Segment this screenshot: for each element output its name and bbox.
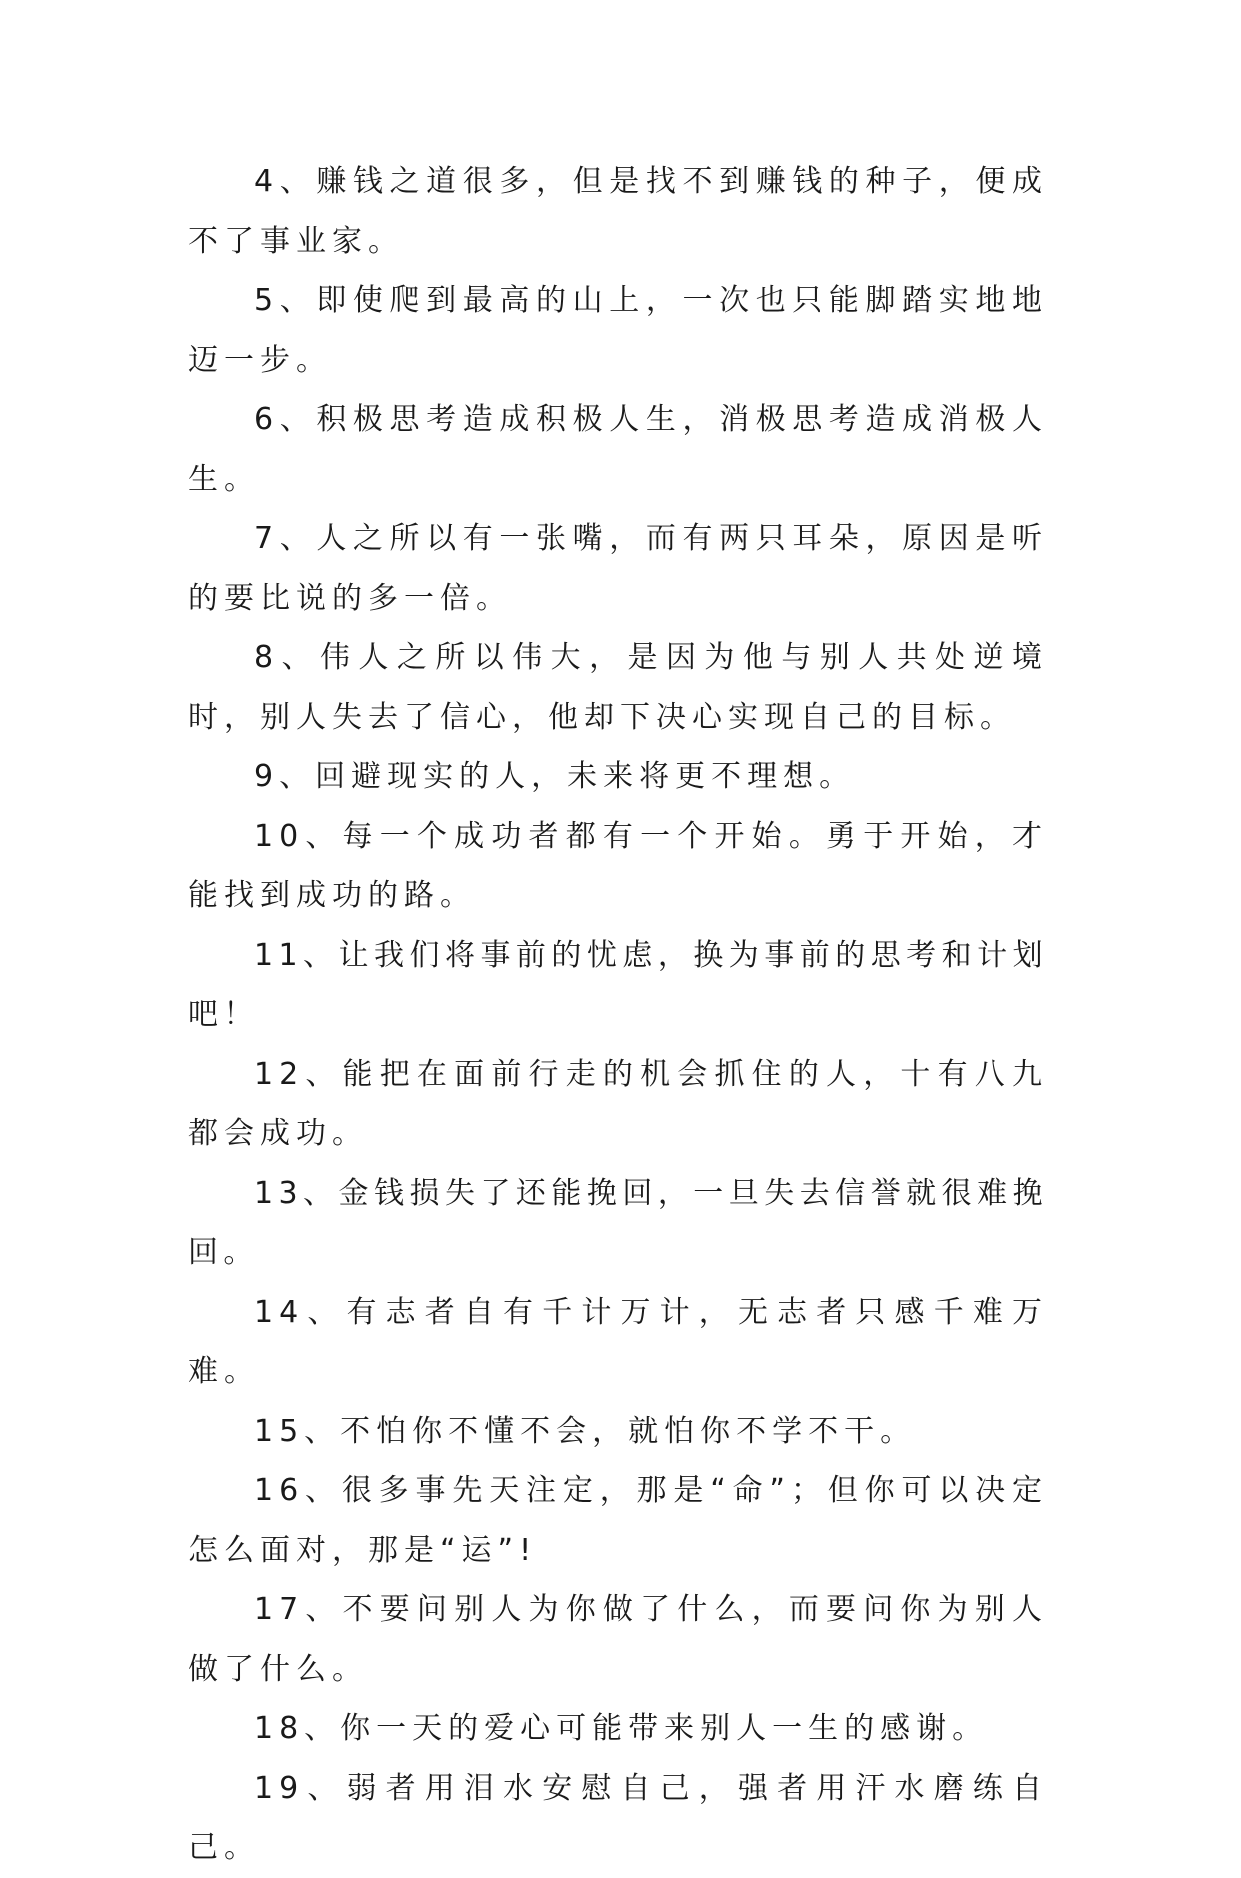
paragraph-13: 13、金钱损失了还能挽回，一旦失去信誉就很难挽回。 [188, 1175, 1048, 1270]
paragraph-16: 16、很多事先天注定，那是“命”；但你可以决定怎么面对，那是“运”! [188, 1473, 1048, 1568]
paragraph-18: 18、你一天的爱心可能带来别人一生的感谢。 [254, 1711, 989, 1746]
document-body [188, 152, 1048, 1878]
paragraph-7: 7、人之所以有一张嘴，而有两只耳朵，原因是听的要比说的多一倍。 [188, 521, 1048, 616]
paragraph-6: 6、积极思考造成积极人生，消极思考造成消极人生。 [188, 402, 1048, 497]
paragraph-19: 19、弱者用泪水安慰自己，强者用汗水磨练自己。 [188, 1770, 1048, 1865]
paragraph-9: 9、回避现实的人，未来将更不理想。 [254, 759, 856, 794]
paragraph-14: 14、有志者自有千计万计，无志者只感千难万难。 [188, 1294, 1048, 1389]
paragraph-12: 12、能把在面前行走的机会抓住的人，十有八九都会成功。 [188, 1056, 1048, 1151]
paragraph-17: 17、不要问别人为你做了什么，而要问你为别人做了什么。 [188, 1592, 1048, 1687]
paragraph-5: 5、即使爬到最高的山上，一次也只能脚踏实地地迈一步。 [188, 283, 1048, 378]
paragraph-15: 15、不怕你不懂不会，就怕你不学不干。 [254, 1413, 917, 1449]
paragraph-8: 8、伟人之所以伟大，是因为他与别人共处逆境时，别人失去了信心，他却下决心实现自己的目标。 [188, 640, 1048, 735]
paragraph-4: 4、赚钱之道很多，但是找不到赚钱的种子，便成不了事业家。 [188, 164, 1048, 259]
paragraph-11: 11、让我们将事前的忧虑，换为事前的思考和计划吧！ [188, 937, 1048, 1032]
paragraph-10: 10、每一个成功者都有一个开始。勇于开始，才能找到成功的路。 [188, 818, 1048, 913]
